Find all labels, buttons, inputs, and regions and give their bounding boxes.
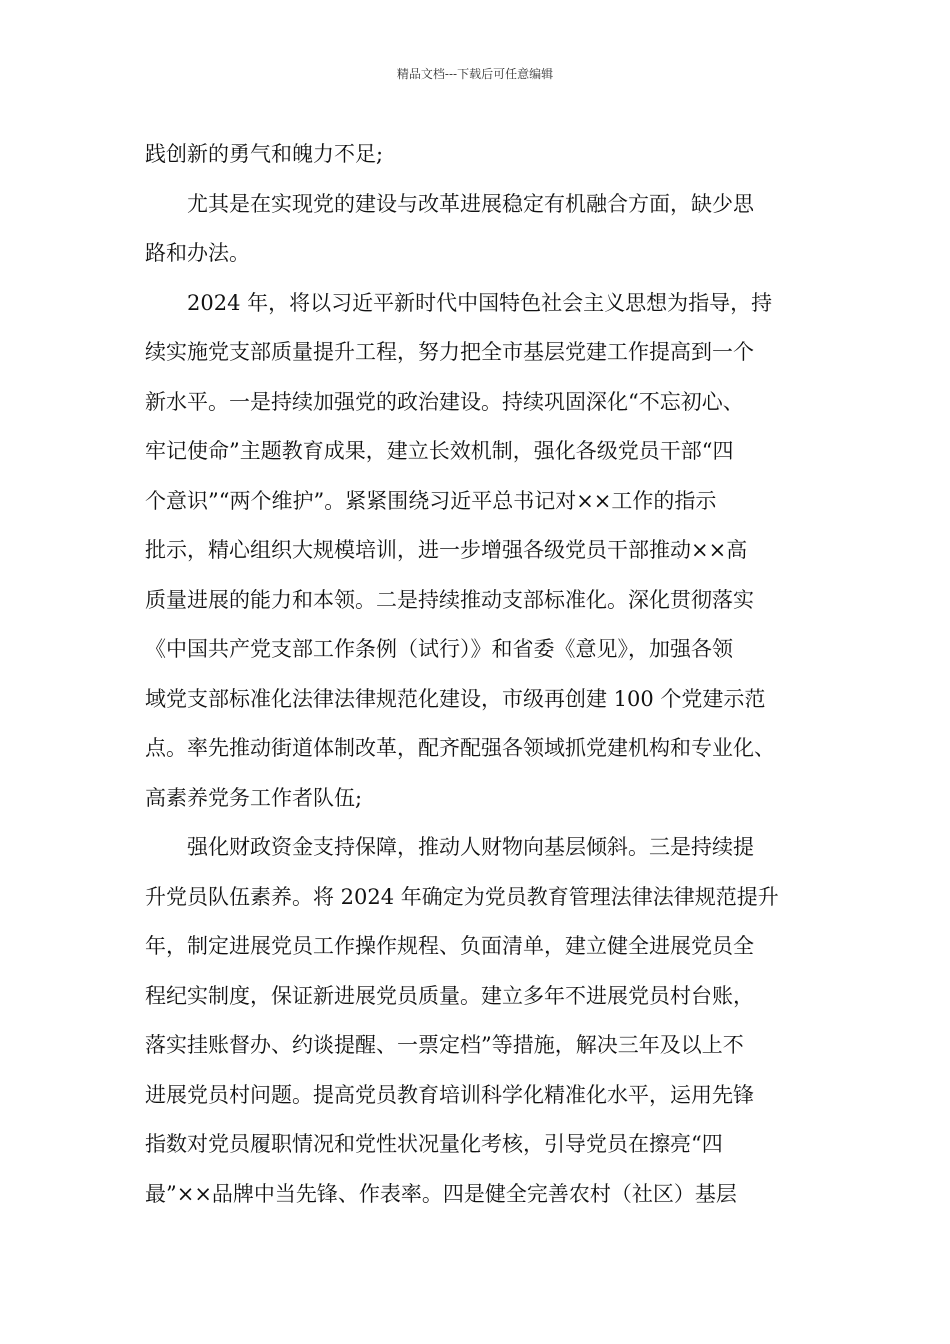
text-line: 进展党员村问题。提高党员教育培训科学化精准化水平，运用先锋 (145, 1082, 754, 1107)
text-line: 年，制定进展党员工作操作规程、负面清单，建立健全进展党员全 (145, 934, 754, 958)
text-line: 牢记使命”主题教育成果，建立长效机制，强化各级党员干部“四 (145, 439, 734, 463)
text-line: 个意识”“两个维护”。紧紧围绕习近平总书记对××工作的指示 (145, 488, 717, 513)
text-line: 尤其是在实现党的建设与改革进展稳定有机融合方面，缺少思 (145, 191, 754, 216)
text-line: 程纪实制度，保证新进展党员质量。建立多年不进展党员村台账， (145, 983, 754, 1008)
text-line: 践创新的勇气和魄力不足; (145, 142, 384, 166)
document-body (145, 130, 810, 1219)
text-line: 最”××品牌中当先锋、作表率。四是健全完善农村（社区）基层 (145, 1181, 737, 1206)
text-line: 新水平。一是持续加强党的政治建设。持续巩固深化“不忘初心、 (145, 389, 744, 414)
text-line: 高素养党务工作者队伍; (145, 785, 363, 810)
text-line: 强化财政资金支持保障，推动人财物向基层倾斜。三是持续提 (145, 835, 754, 859)
text-line: 指数对党员履职情况和党性状况量化考核，引导党员在擦亮“四 (145, 1132, 723, 1156)
page-header: 精品文档---下载后可任意编辑 (396, 67, 554, 81)
text-line: 路和办法。 (145, 241, 250, 265)
text-line: 升党员队伍素养。将 2024 年确定为党员教育管理法律法律规范提升 (145, 884, 779, 909)
text-line: 点。率先推动街道体制改革，配齐配强各领域抓党建机构和专业化、 (145, 736, 775, 760)
text-line: 落实挂账督办、约谈提醒、一票定档”等措施，解决三年及以上不 (145, 1033, 744, 1057)
text-line: 《中国共产党支部工作条例（试行）》和省委《意见》，加强各领 (145, 637, 733, 661)
text-line: 域党支部标准化法律法律规范化建设，市级再创建 100 个党建示范 (145, 686, 766, 711)
text-line: 续实施党支部质量提升工程，努力把全市基层党建工作提高到一个 (145, 340, 754, 364)
text-line: 质量进展的能力和本领。二是持续推动支部标准化。深化贯彻落实 (145, 587, 754, 612)
text-line: 批示，精心组织大规模培训，进一步增强各级党员干部推动××高 (145, 538, 748, 562)
text-line: 2024 年，将以习近平新时代中国特色社会主义思想为指导，持 (145, 290, 773, 315)
